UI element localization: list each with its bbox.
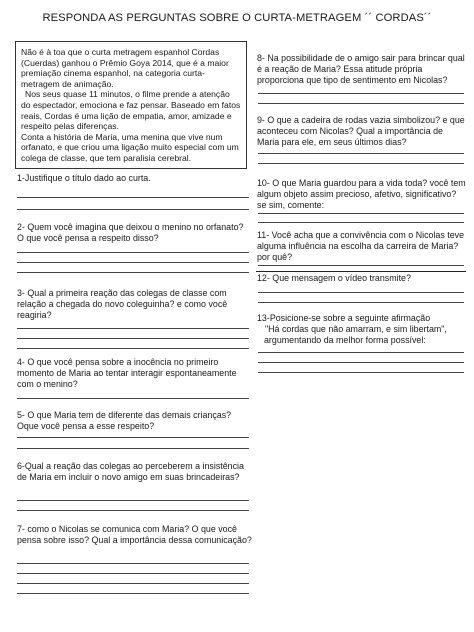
- question-9: 9- O que a cadeira de rodas vazia simbolizou? e que aconteceu com Nicolas? Qual a importância de Maria para ele, em seus últimos dias?: [257, 115, 465, 147]
- question-6: 6-Qual a reação das colegas ao perceberem a insistência de Maria em incluir o novo amigo em suas brincadeiras?: [17, 461, 244, 482]
- answer-line[interactable]: [17, 262, 249, 263]
- intro-paragraph: Não é à toa que o curta metragem espanhol Cordas (Cuerdas) ganhou o Prêmio Goya 2014, que é a maior premiação cinema espanhol, na categoria curta-metragem de animação.: [21, 47, 229, 89]
- question-3: 3- Qual a primeira reação das colegas de classe com relação a chegada do novo coleguinha? e como você reagiria?: [17, 288, 228, 320]
- answer-line[interactable]: [258, 222, 464, 223]
- answer-line[interactable]: [17, 573, 249, 574]
- answer-line[interactable]: [258, 213, 464, 214]
- answer-line[interactable]: [17, 593, 249, 594]
- answer-line[interactable]: [258, 103, 464, 104]
- answer-line[interactable]: [258, 352, 464, 353]
- question-11: 11- Você acha que a convivência com o Nicolas teve alguma influência na escolha da carreira de Maria? por quê?: [257, 230, 465, 262]
- question-10: 10- O que Maria guardou para a vida toda? você tem algum objeto assim precioso, afetivo, significativo? se sim, comente:: [257, 178, 466, 210]
- question-12: 12- Que mensagem o vídeo transmite?: [257, 273, 411, 283]
- intro-box: [15, 41, 247, 169]
- question-13-prompt: 13-Posicione-se sobre a seguinte afirmação: [257, 313, 431, 323]
- answer-line[interactable]: [258, 302, 464, 303]
- section-divider: [256, 271, 466, 272]
- answer-line[interactable]: [17, 348, 249, 349]
- question-2: 2- Quem você imagina que deixou o menino no orfanato? O que você pensa a respeito disso?: [17, 222, 244, 243]
- question-13: [257, 313, 469, 346]
- question-13-quote: "Há cordas que não amarram, e sim libertam",: [265, 324, 447, 334]
- answer-line[interactable]: [17, 398, 249, 399]
- answer-line[interactable]: [258, 265, 464, 266]
- intro-paragraph: Conta a história de Maria, uma menina que vive num orfanato, e que criou uma ligação muito especial com um colega de classe, que tem paralisia cerebral.: [21, 131, 239, 163]
- answer-line[interactable]: [17, 510, 249, 511]
- answer-line[interactable]: [258, 292, 464, 293]
- answer-line[interactable]: [17, 272, 249, 273]
- answer-line[interactable]: [17, 437, 249, 438]
- answer-line[interactable]: [258, 163, 464, 164]
- answer-line[interactable]: [17, 209, 249, 210]
- question-5: 5- O que Maria tem de diferente das demais crianças? Oque você pensa a esse respeito?: [17, 410, 232, 431]
- answer-line[interactable]: [17, 500, 249, 501]
- answer-line[interactable]: [17, 583, 249, 584]
- answer-line[interactable]: [258, 362, 464, 363]
- question-4: 4- O que você pensa sobre a inocência no primeiro momento de Maria ao tentar interagir espontaneamente com o menino?: [17, 357, 237, 389]
- question-7: 7- como o Nicolas se comunica com Maria? O que você pensa sobre isso? Qual a importância dessa comunicação?: [17, 524, 252, 545]
- answer-line[interactable]: [17, 563, 249, 564]
- answer-line[interactable]: [17, 338, 249, 339]
- question-13-instruction: argumentando da melhor forma possível:: [264, 335, 426, 345]
- answer-line[interactable]: [258, 372, 464, 373]
- answer-line[interactable]: [17, 252, 249, 253]
- question-1: 1-Justifique o título dado ao curta.: [17, 173, 151, 183]
- answer-line[interactable]: [17, 448, 249, 449]
- answer-line[interactable]: [17, 197, 249, 198]
- question-8: 8- Na possibilidade de o amigo sair para brincar qual é a reação de Maria? Essa atitude própria proporciona que tipo de sentimento em Nicolas?: [257, 53, 465, 85]
- answer-line[interactable]: [17, 328, 249, 329]
- intro-paragraph: Nos seus quase 11 minutos, o filme prende a atenção do espectador, emociona e faz pensar. Baseado em fatos reais, Cordas é uma lição de empatia, amor, amizade e respeito pelas diferenças.: [21, 89, 241, 132]
- page-title: RESPONDA AS PERGUNTAS SOBRE O CURTA-METRAGEM ´´ CORDAS´´: [42, 12, 432, 24]
- answer-line[interactable]: [258, 153, 464, 154]
- answer-line[interactable]: [258, 93, 464, 94]
